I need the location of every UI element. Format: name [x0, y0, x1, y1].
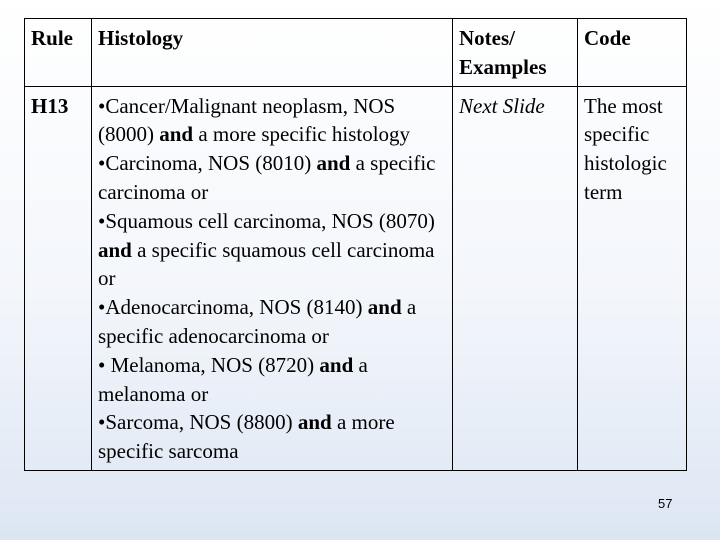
header-code: Code — [578, 19, 687, 87]
histology-item-text: Squamous cell carcinoma, NOS (8070) — [105, 208, 435, 233]
bullet-icon: • — [98, 151, 106, 176]
header-rule: Rule — [25, 19, 92, 87]
histology-item-text-end: a specific carcinoma or — [98, 151, 436, 204]
bullet-icon: • — [98, 93, 106, 118]
histology-item-and: and — [297, 410, 332, 435]
rules-table — [24, 18, 687, 471]
histology-item-text: Cancer/Malignant neoplasm, NOS (8000) — [98, 93, 396, 147]
notes-cell: Next Slide — [453, 86, 578, 470]
histology-cell — [92, 86, 453, 470]
header-notes-examples: Notes/ Examples — [453, 19, 578, 87]
header-histology: Histology — [92, 19, 453, 87]
rule-id: H13 — [25, 86, 92, 470]
histology-item — [98, 92, 446, 150]
histology-item — [98, 293, 446, 351]
bullet-icon: • — [98, 208, 106, 233]
histology-item-text: Adenocarcinoma, NOS (8140) — [105, 295, 368, 320]
histology-item-text-end: a more specific sarcoma — [98, 410, 395, 464]
histology-item-text-end: a more specific histology — [193, 122, 411, 147]
histology-item-text: Carcinoma, NOS (8010) — [105, 151, 317, 176]
rule-h13-row — [25, 86, 687, 470]
histology-item-text-end: a specific adenocarcinoma or — [98, 295, 417, 348]
histology-item — [98, 149, 446, 207]
histology-item-and: and — [98, 237, 132, 262]
histology-item-text: Sarcoma, NOS (8800) — [105, 410, 298, 435]
histology-item — [98, 207, 446, 293]
histology-item-and: and — [367, 295, 402, 320]
bullet-icon: • — [98, 410, 106, 435]
histology-item — [98, 351, 446, 409]
code-cell: The most specific histologic term — [578, 86, 687, 470]
histology-item-text-end: a specific squamous cell carcinoma or — [98, 237, 435, 291]
bullet-icon: • — [98, 295, 106, 320]
histology-item-and: and — [316, 151, 351, 176]
histology-item-and: and — [319, 352, 354, 377]
histology-item-text-end: a melanoma or — [98, 352, 368, 406]
page-number: 57 — [658, 496, 673, 511]
histology-item-and: and — [159, 122, 194, 147]
histology-item-text: Melanoma, NOS (8720) — [110, 352, 320, 377]
histology-item — [98, 408, 446, 466]
header-row — [25, 19, 687, 87]
bullet-icon: • — [98, 352, 111, 377]
